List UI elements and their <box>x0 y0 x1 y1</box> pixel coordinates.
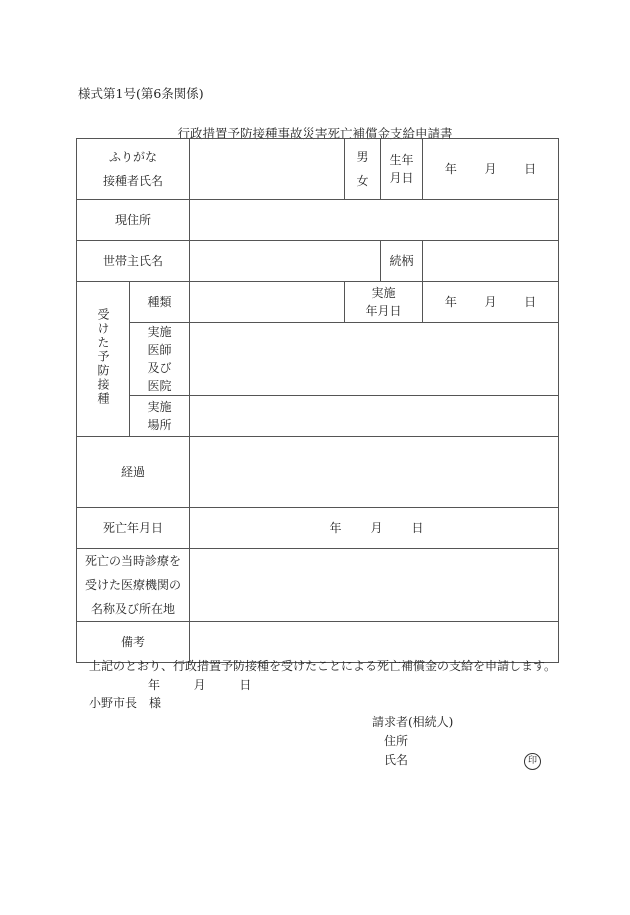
vaccination-received-label-cell <box>77 282 130 437</box>
doctor-label-3: 及び <box>147 361 172 375</box>
row-place <box>77 396 559 437</box>
month-unit: 月 <box>193 678 206 692</box>
birthdate-field[interactable] <box>423 139 559 200</box>
furigana-label: ふりがな <box>108 150 157 164</box>
type-field[interactable] <box>190 282 345 323</box>
row-household-head <box>77 241 559 282</box>
application-date[interactable] <box>148 676 251 693</box>
year-unit: 年 <box>148 678 161 692</box>
day-unit: 日 <box>239 678 252 692</box>
place-label-2: 場所 <box>147 418 172 432</box>
addressee: 小野市長 様 <box>89 696 162 710</box>
year-unit: 年 <box>444 295 457 309</box>
place-label-cell <box>130 396 190 437</box>
female-label[interactable]: 女 <box>356 174 369 188</box>
progress-label: 経過 <box>77 437 190 508</box>
row-death-date <box>77 508 559 549</box>
type-label: 種類 <box>130 282 190 323</box>
medical-institution-label-cell <box>77 549 190 622</box>
implementation-date-field[interactable] <box>423 282 559 323</box>
form-number: 様式第1号(第6条関係) <box>78 86 204 101</box>
day-unit: 日 <box>524 295 537 309</box>
relationship-label: 続柄 <box>381 241 423 282</box>
form-title: 行政措置予防接種事故災害死亡補償金支給申請書 <box>177 126 453 141</box>
current-address-label: 現住所 <box>77 200 190 241</box>
row-person-name <box>77 139 559 200</box>
male-label[interactable]: 男 <box>356 150 369 164</box>
row-doctor <box>77 323 559 396</box>
month-unit: 月 <box>484 295 497 309</box>
month-unit: 月 <box>484 162 497 176</box>
implementation-date-label-2: 年月日 <box>365 304 402 318</box>
application-form-table <box>76 138 559 663</box>
household-head-field[interactable] <box>190 241 381 282</box>
place-field[interactable] <box>190 396 559 437</box>
place-label-1: 実施 <box>147 400 172 414</box>
sex-cell <box>345 139 381 200</box>
year-unit: 年 <box>329 521 342 535</box>
medical-institution-field[interactable] <box>190 549 559 622</box>
implementation-date-label-cell <box>345 282 423 323</box>
birthdate-label-2: 月日 <box>389 171 414 185</box>
application-statement: 上記のとおり、行政措置予防接種を受けたことによる死亡補償金の支給を申請します。 <box>89 659 557 673</box>
person-name-label-cell <box>77 139 190 200</box>
medical-label-3: 名称及び所在地 <box>90 602 175 616</box>
row-vaccination-type <box>77 282 559 323</box>
claimant-label: 請求者(相続人) <box>372 715 454 729</box>
seal-mark <box>524 752 541 770</box>
progress-field[interactable] <box>190 437 559 508</box>
vaccination-received-label: 受けた予防接種 <box>96 307 110 406</box>
remarks-label: 備考 <box>77 622 190 663</box>
implementation-date-label-1: 実施 <box>371 286 396 300</box>
row-progress <box>77 437 559 508</box>
claimant-address-label: 住所 <box>384 734 409 748</box>
birthdate-label-1: 生年 <box>389 153 414 167</box>
doctor-label-cell <box>130 323 190 396</box>
doctor-label-4: 医院 <box>147 379 172 393</box>
row-current-address <box>77 200 559 241</box>
seal-icon: 印 <box>524 753 541 770</box>
household-head-label: 世帯主氏名 <box>77 241 190 282</box>
row-medical-institution <box>77 549 559 622</box>
claimant-name-label: 氏名 <box>384 753 409 767</box>
day-unit: 日 <box>524 162 537 176</box>
medical-label-1: 死亡の当時診療を <box>84 554 181 568</box>
day-unit: 日 <box>411 521 424 535</box>
death-date-field[interactable] <box>190 508 559 549</box>
relationship-field[interactable] <box>423 241 559 282</box>
person-name-field[interactable] <box>190 139 345 200</box>
medical-label-2: 受けた医療機関の <box>84 578 181 592</box>
current-address-field[interactable] <box>190 200 559 241</box>
doctor-label-1: 実施 <box>147 325 172 339</box>
year-unit: 年 <box>444 162 457 176</box>
person-name-label: 接種者氏名 <box>102 174 163 188</box>
doctor-field[interactable] <box>190 323 559 396</box>
month-unit: 月 <box>370 521 383 535</box>
birthdate-label-cell <box>381 139 423 200</box>
death-date-label: 死亡年月日 <box>77 508 190 549</box>
doctor-label-2: 医師 <box>147 343 172 357</box>
